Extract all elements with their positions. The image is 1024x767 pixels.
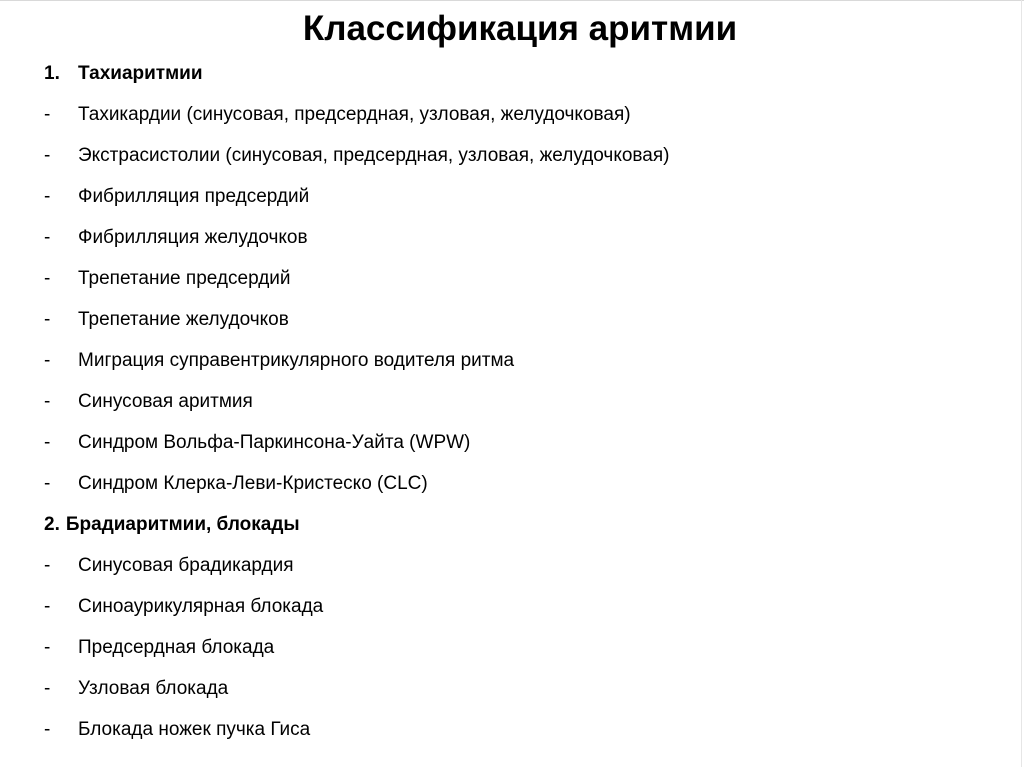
list-item-text: Синусовая аритмия — [78, 391, 253, 412]
section-title: Брадиаритмии, блокады — [65, 514, 300, 535]
section-heading-tachyarrhythmias — [44, 60, 1004, 101]
slide-right-border — [1021, 0, 1022, 767]
slide-content — [44, 60, 1004, 757]
bullet-dash: - — [44, 719, 51, 740]
list-item — [44, 265, 1004, 306]
list-item-text: Синдром Клерка-Леви-Кристеско (CLC) — [78, 473, 428, 494]
bullet-dash: - — [44, 473, 51, 494]
list-item — [44, 716, 1004, 757]
bullet-dash: - — [44, 186, 51, 207]
bullet-dash: - — [44, 596, 51, 617]
section-title: Тахиаритмии — [78, 63, 203, 84]
list-item-text: Блокада ножек пучка Гиса — [78, 719, 311, 740]
list-item — [44, 470, 1004, 511]
section-number: 2. — [44, 514, 60, 535]
list-item — [44, 388, 1004, 429]
list-item — [44, 675, 1004, 716]
bullet-dash: - — [44, 145, 51, 166]
bullet-dash: - — [44, 227, 51, 248]
bullet-dash: - — [44, 268, 51, 289]
list-item — [44, 593, 1004, 634]
bullet-dash: - — [44, 432, 51, 453]
list-item — [44, 183, 1004, 224]
list-item-text: Трепетание предсердий — [78, 268, 291, 289]
list-item-text: Синдром Вольфа-Паркинсона-Уайта (WPW) — [78, 432, 471, 453]
bullet-dash: - — [44, 104, 51, 125]
list-item — [44, 306, 1004, 347]
slide-top-border — [0, 0, 1024, 1]
bullet-dash: - — [44, 391, 51, 412]
list-item-text: Узловая блокада — [78, 678, 229, 699]
slide-title: Классификация аритмии — [302, 9, 738, 48]
list-item-text: Экстрасистолии (синусовая, предсердная, узловая, желудочковая) — [78, 145, 670, 166]
list-item — [44, 347, 1004, 388]
list-item — [44, 429, 1004, 470]
bullet-dash: - — [44, 555, 51, 576]
list-item — [44, 552, 1004, 593]
list-item-text: Синоаурикулярная блокада — [78, 596, 324, 617]
list-item — [44, 142, 1004, 183]
bullet-dash: - — [44, 637, 51, 658]
list-item-text: Синусовая брадикардия — [78, 555, 294, 576]
list-item-text: Фибрилляция предсердий — [78, 186, 310, 207]
list-item-text: Предсердная блокада — [78, 637, 275, 658]
list-item-text: Трепетание желудочков — [78, 309, 289, 330]
list-item — [44, 101, 1004, 142]
section-number: 1. — [44, 63, 60, 84]
list-item-text: Фибрилляция желудочков — [78, 227, 308, 248]
section-heading-bradyarrhythmias — [44, 511, 1004, 552]
bullet-dash: - — [44, 309, 51, 330]
bullet-dash: - — [44, 350, 51, 371]
list-item — [44, 224, 1004, 265]
list-item-text: Тахикардии (синусовая, предсердная, узловая, желудочковая) — [78, 104, 631, 125]
bullet-dash: - — [44, 678, 51, 699]
list-item — [44, 634, 1004, 675]
list-item-text: Миграция суправентрикулярного водителя ритма — [78, 350, 515, 371]
